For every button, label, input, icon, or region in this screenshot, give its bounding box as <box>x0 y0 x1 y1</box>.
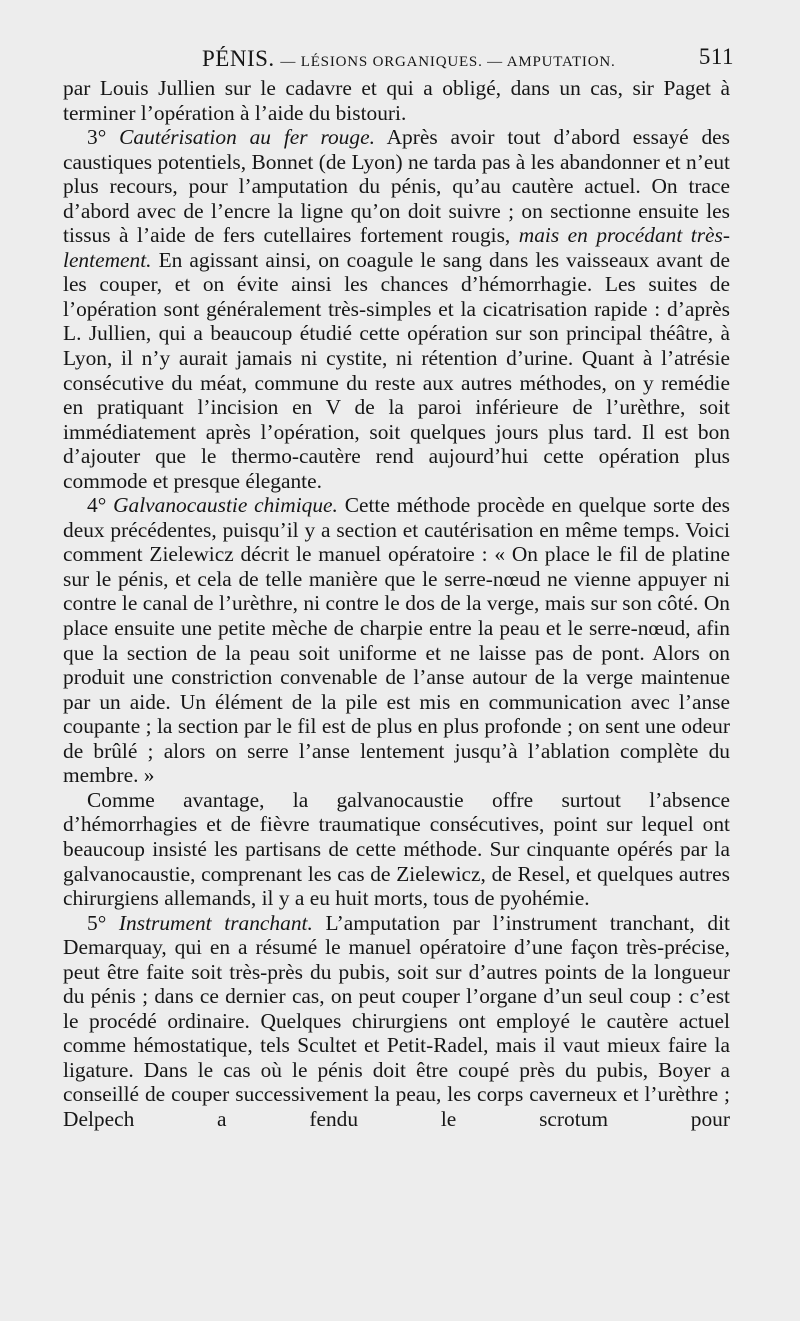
running-title <box>202 46 616 72</box>
emphasis-text: mais en procédant très-lentement. <box>63 223 730 272</box>
section-number: 3° <box>87 125 120 150</box>
paragraph-galvanocaustie <box>63 493 730 788</box>
running-header <box>62 44 734 74</box>
paragraph-text: Après avoir tout d’abord essayé des caustiques potentiels, Bonnet (de Lyon) ne tarda pas à les abandonner et n’eut plus recours, pour l’amputation du pénis, qu’au cautère actuel. On trace d’abord avec de l’encre la ligne qu’on doit suivre ; on sectionne ensuite les tissus à l’aide de fers cutellaires fortement rougis, <box>63 125 730 248</box>
paragraph-continuation <box>63 76 730 125</box>
section-heading: Instrument tranchant. <box>118 910 313 935</box>
paragraph-avantage <box>63 788 730 911</box>
paragraph-text: En agissant ainsi, on coagule le sang dans les vaisseaux avant de les couper, et on évite ainsi les chances d’hémorrhagie. Les suites de l’opération sont généralement très-simples et la cicatrisation rapide : d’après L. Jullien, qui a beaucoup étudié cette opération sur son principal théâtre, à Lyon, il n’y aurait jamais ni cystite, ni rétention d’urine. Quant à l’atrésie consécutive du méat, commune du reste aux autres méthodes, on y remédie en pratiquant l’incision en V de la paroi inférieure de l’urèthre, soit immédiatement après l’opération, soit quelques jours plus tard. Il est bon d’ajouter que le thermo-cautère rend aujourd’hui cette opération plus commode et presque élegante. <box>63 247 730 493</box>
section-number: 4° <box>87 493 114 518</box>
paragraph-cauterisation <box>63 125 730 493</box>
paragraph-instrument <box>63 911 730 1132</box>
running-title-main: PÉNIS. <box>202 46 275 71</box>
page-body <box>63 76 730 1132</box>
section-heading: Galvanocaustie chimique. <box>113 493 338 518</box>
paragraph-text: Comme avantage, la galvanocaustie offre surtout l’absence d’hémorrhagies et de fièvre traumatique consécutives, point sur lequel ont beaucoup insisté les partisans de cette méthode. Sur cinquante opérés par la galvanocaustie, comprenant les cas de Zielewicz, de Resel, et quelques autres chirurgiens allemands, il y a eu huit morts, tous de pyohémie. <box>63 787 730 911</box>
page-number: 511 <box>698 44 734 69</box>
section-number: 5° <box>87 910 119 935</box>
running-title-rest: — LÉSIONS ORGANIQUES. — AMPUTATION. <box>280 54 616 70</box>
paragraph-text: L’amputation par l’instrument tranchant, dit Demarquay, qui en a résumé le manuel opératoire d’une façon très-précise, peut être faite soit très-près du pubis, soit sur d’autres points de la longueur du pénis ; dans ce dernier cas, on peut couper l’organe d’un seul coup : c’est le procédé ordinaire. Quelques chirurgiens ont employé le cautère actuel comme hémostatique, tels Scultet et Petit-Radel, mais il vaut mieux faire la ligature. Dans le cas où le pénis doit être coupé près du pubis, Boyer a conseillé de couper successivement la peau, les corps caverneux et l’urèthre ; Delpech a fendu le scrotum pour <box>63 910 730 1131</box>
section-heading: Cautérisation au fer rouge. <box>119 125 375 150</box>
paragraph-text: par Louis Jullien sur le cadavre et qui a obligé, dans un cas, sir Paget à terminer l’opération à l’aide du bistouri. <box>63 76 730 125</box>
paragraph-text: Cette méthode procède en quelque sorte des deux précédentes, puisqu’il y a section et cautérisation en même temps. Voici comment Zielewicz décrit le manuel opératoire : « On place le fil de platine sur le pénis, et cela de telle manière que le serre-nœud ne vienne appuyer ni contre le canal de l’urèthre, ni contre le dos de la verge, mais sur son côté. On place ensuite une petite mèche de charpie entre la peau et le serre-nœud, afin que la section de la peau soit uniforme et ne laisse pas de pont. Alors on produit une constriction convenable de l’anse autour de la verge maintenue par un aide. Un élément de la pile est mis en communication avec l’anse coupante ; la section par le fil est de plus en plus profonde ; on sent une odeur de brûlé ; alors on serre l’anse lentement jusqu’à l’ablation complète du membre. » <box>63 493 731 788</box>
